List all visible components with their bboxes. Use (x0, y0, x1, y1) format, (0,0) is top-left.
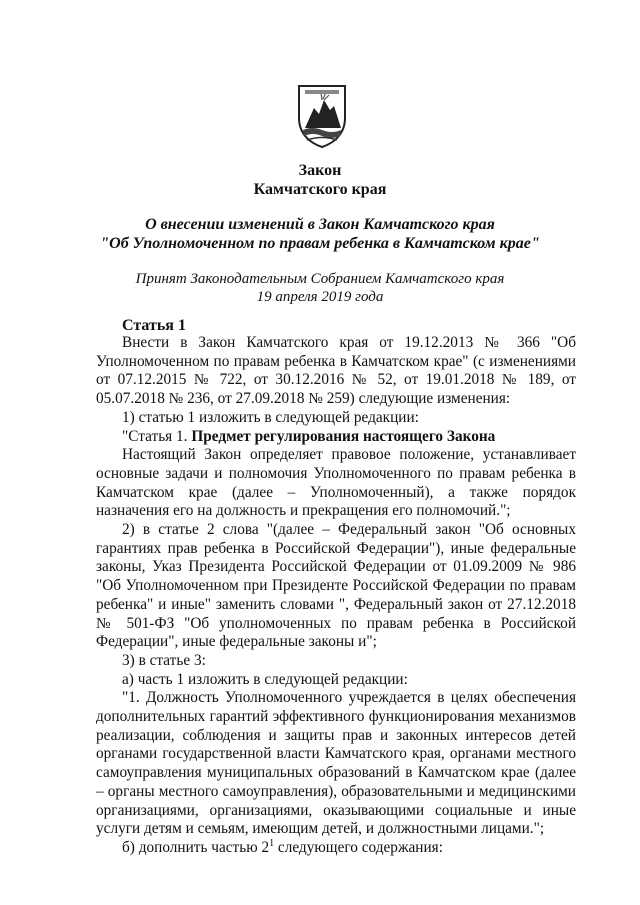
item-2: 2) в статье 2 слова "(далее – Федеральный закон "Об основных гарантиях прав ребенка в Российской Федерации"), иные федеральные законы, Указ Президента Российской Федерации от 01.09.2009 № 986 "Об Уполномоченном при Президенте Российской Федерации по правам ребенка" и иные" заменить словами ", Федеральный закон от 27.12.2018 № 501-ФЗ "Об уполномоченных по правам ребенка в Российской Федерации", иные федеральные законы и"; (96, 521, 576, 651)
item-3: 3) в статье 3: (122, 651, 206, 669)
adoption-date: 19 апреля 2019 года (256, 289, 384, 305)
adoption-note: Принят Законодательным Собранием Камчатского края (135, 271, 505, 287)
item-3b-superscript: 1 (269, 837, 275, 849)
item-3b-after: следующего содержания: (274, 838, 443, 856)
document-title: Закон (298, 162, 342, 179)
item-1-quote-title: Предмет регулирования настоящего Закона (191, 427, 496, 445)
item-3a-text: "1. Должность Уполномоченного учреждается в целях обеспечения дополнительных гарантий эффективного функционирования механизмов реализации, соблюдения и защиты прав и законных интересов детей органами государственной власти Камчатского края, органами местного самоуправления муниципальных образований в Камчатском крае (далее – органы местного самоуправления), образовательными и медицинскими организациями, организациями, оказывающими социальные и иные услуги детям и семьям, имеющим детей, и должностными лицами."; (96, 689, 576, 838)
article-intro: Внести в Закон Камчатского края от 19.12.2013 № 366 "Об Уполномоченном по правам ребенка в Камчатском крае" (с изменениями от 07.12.2015 № 722, от 30.12.2016 № 52, от 19.01.2018 № 189, от 05.07.2018 № 236, от 27.09.2018 № 259) следующие изменения: (96, 334, 576, 408)
item-3b-before: б) дополнить частью 2 (122, 838, 270, 856)
article-body (96, 334, 576, 858)
item-3a: а) часть 1 изложить в следующей редакции: (122, 670, 408, 688)
article-heading: Статья 1 (122, 317, 186, 334)
item-1-quote-prefix: "Статья 1. (122, 427, 192, 445)
item-1-quote-heading (96, 428, 576, 447)
item-3b (96, 839, 576, 858)
document-subject-line2: "Об Уполномоченном по правам ребенка в Камчатском крае" (100, 235, 540, 252)
document-title-region: Камчатского края (253, 181, 387, 198)
item-1-text: Настоящий Закон определяет правовое положение, устанавливает основные задачи и полномочия Уполномоченного по правам ребенка в Камчатском крае (далее – Уполномоченный), а также порядок назначения его на должность и прекращения его полномочий."; (96, 446, 576, 520)
kamchatka-emblem-icon (296, 84, 348, 148)
item-1: 1) статью 1 изложить в следующей редакции: (122, 408, 419, 426)
document-subject-line1: О внесении изменений в Закон Камчатского края (145, 216, 495, 233)
